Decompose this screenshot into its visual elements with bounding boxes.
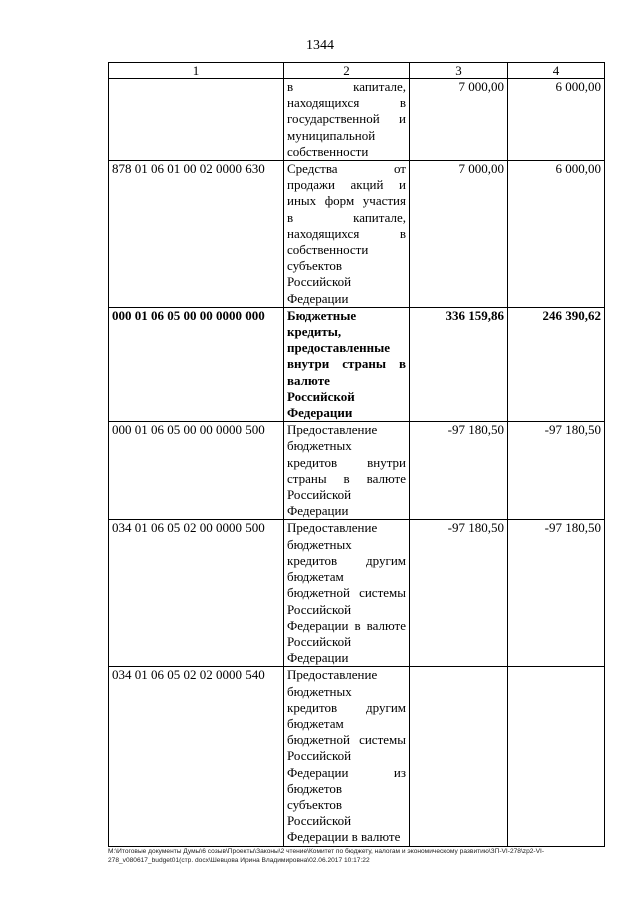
row-name-line: Федерации xyxy=(287,503,349,519)
row-name-line: бюджетам xyxy=(287,715,344,731)
row-name-line: Бюджетные xyxy=(287,307,357,323)
row-name-line: кредитов другим xyxy=(287,552,406,568)
row-name-line: бюджетной системы xyxy=(287,585,406,601)
row-name-line: кредиты, xyxy=(287,324,342,340)
row-name-line: внутри страны в xyxy=(287,356,406,372)
row-name-line: бюджетной системы xyxy=(287,732,406,748)
row-name-line: Российской xyxy=(287,813,352,829)
row-name-line: Российской xyxy=(287,388,355,404)
table-row xyxy=(109,307,605,421)
row-amount-col3: -97 180,50 xyxy=(410,422,508,520)
row-name-line: бюджетных xyxy=(287,683,352,699)
column-header-4: 4 xyxy=(508,63,605,79)
row-name-line: собственности xyxy=(287,242,369,258)
row-amount-col4: -97 180,50 xyxy=(508,422,605,520)
row-name-line: Российской xyxy=(287,601,352,617)
row-name-cell xyxy=(284,520,410,667)
row-name-cell xyxy=(284,161,410,308)
row-name-line: Федерации в валюте xyxy=(287,617,406,633)
row-name-line: кредитов другим xyxy=(287,699,406,715)
row-amount-col4: -97 180,50 xyxy=(508,520,605,667)
row-amount-col4: 6 000,00 xyxy=(508,79,605,161)
row-name-cell xyxy=(284,667,410,846)
row-amount-col3: 336 159,86 xyxy=(410,307,508,421)
row-name-line: кредитов внутри xyxy=(287,454,406,470)
row-name-line: в капитале, xyxy=(287,79,406,94)
row-name-line: Средства от xyxy=(287,161,406,177)
row-name-line: субъектов xyxy=(287,258,343,274)
row-name-line: Федерации xyxy=(287,290,349,306)
table-row xyxy=(109,422,605,520)
row-code-cell: 000 01 06 05 00 00 0000 000 xyxy=(109,307,284,421)
row-name-line: собственности xyxy=(287,143,369,159)
row-name-line: иных форм участия xyxy=(287,193,406,209)
table-header-row xyxy=(109,63,605,79)
table-row xyxy=(109,520,605,667)
footer-path-line-2: 278_v080617_budget01(стр. docx\Шевцова Ирина Владимировна\02.06.2017 10:17:22 xyxy=(108,857,370,864)
row-name-cell xyxy=(284,307,410,421)
document-footer xyxy=(108,847,608,865)
row-name-line: субъектов xyxy=(287,796,343,812)
row-amount-col4: 6 000,00 xyxy=(508,161,605,308)
row-name-line: Предоставление xyxy=(287,520,378,536)
row-name-line: бюджетных xyxy=(287,438,352,454)
row-name-line: бюджетов xyxy=(287,780,343,796)
row-code-cell: 034 01 06 05 02 00 0000 500 xyxy=(109,520,284,667)
row-name-line: страны в валюте xyxy=(287,470,406,486)
row-code-cell xyxy=(109,79,284,161)
row-name-line: Российской xyxy=(287,274,352,290)
row-name-line: Федерации в валюте xyxy=(287,829,401,845)
row-amount-col3 xyxy=(410,667,508,846)
row-name-line: продажи акций и xyxy=(287,177,406,193)
row-code-cell: 878 01 06 01 00 02 0000 630 xyxy=(109,161,284,308)
row-name-line: Российской xyxy=(287,487,352,503)
row-name-line: государственной и xyxy=(287,111,406,127)
table-row xyxy=(109,161,605,308)
table-row xyxy=(109,667,605,846)
row-amount-col4: 246 390,62 xyxy=(508,307,605,421)
row-name-line: бюджетам xyxy=(287,569,344,585)
row-name-line: Предоставление xyxy=(287,667,378,683)
column-header-2: 2 xyxy=(284,63,410,79)
budget-sources-table xyxy=(108,62,605,847)
row-name-line: Федерации из xyxy=(287,764,406,780)
row-name-line: Предоставление xyxy=(287,422,378,438)
row-name-line: валюте xyxy=(287,372,330,388)
row-name-line: Российской xyxy=(287,633,352,649)
row-name-cell xyxy=(284,79,410,161)
row-code-cell: 000 01 06 05 00 00 0000 500 xyxy=(109,422,284,520)
row-name-line: Федерации xyxy=(287,405,353,421)
row-name-line: Федерации xyxy=(287,650,349,666)
row-name-line: в капитале, xyxy=(287,209,406,225)
column-header-1: 1 xyxy=(109,63,284,79)
page-number: 1344 xyxy=(306,38,334,53)
row-amount-col3: 7 000,00 xyxy=(410,79,508,161)
row-name-line: находящихся в xyxy=(287,225,406,241)
row-amount-col3: -97 180,50 xyxy=(410,520,508,667)
row-amount-col3: 7 000,00 xyxy=(410,161,508,308)
row-name-line: муниципальной xyxy=(287,127,376,143)
row-name-cell xyxy=(284,422,410,520)
row-amount-col4 xyxy=(508,667,605,846)
row-name-line: бюджетных xyxy=(287,536,352,552)
column-header-3: 3 xyxy=(410,63,508,79)
row-code-cell: 034 01 06 05 02 02 0000 540 xyxy=(109,667,284,846)
table-row xyxy=(109,79,605,161)
row-name-line: предоставленные xyxy=(287,340,391,356)
footer-path-line-1: M:\Итоговые документы Думы\6 созыв\Проекты\Законы\2 чтение\Комитет по бюджету, налогам и экономическому развитию\ЗП-VI-278\zp2-VI- xyxy=(108,848,545,855)
row-name-line: находящихся в xyxy=(287,95,406,111)
row-name-line: Российской xyxy=(287,748,352,764)
